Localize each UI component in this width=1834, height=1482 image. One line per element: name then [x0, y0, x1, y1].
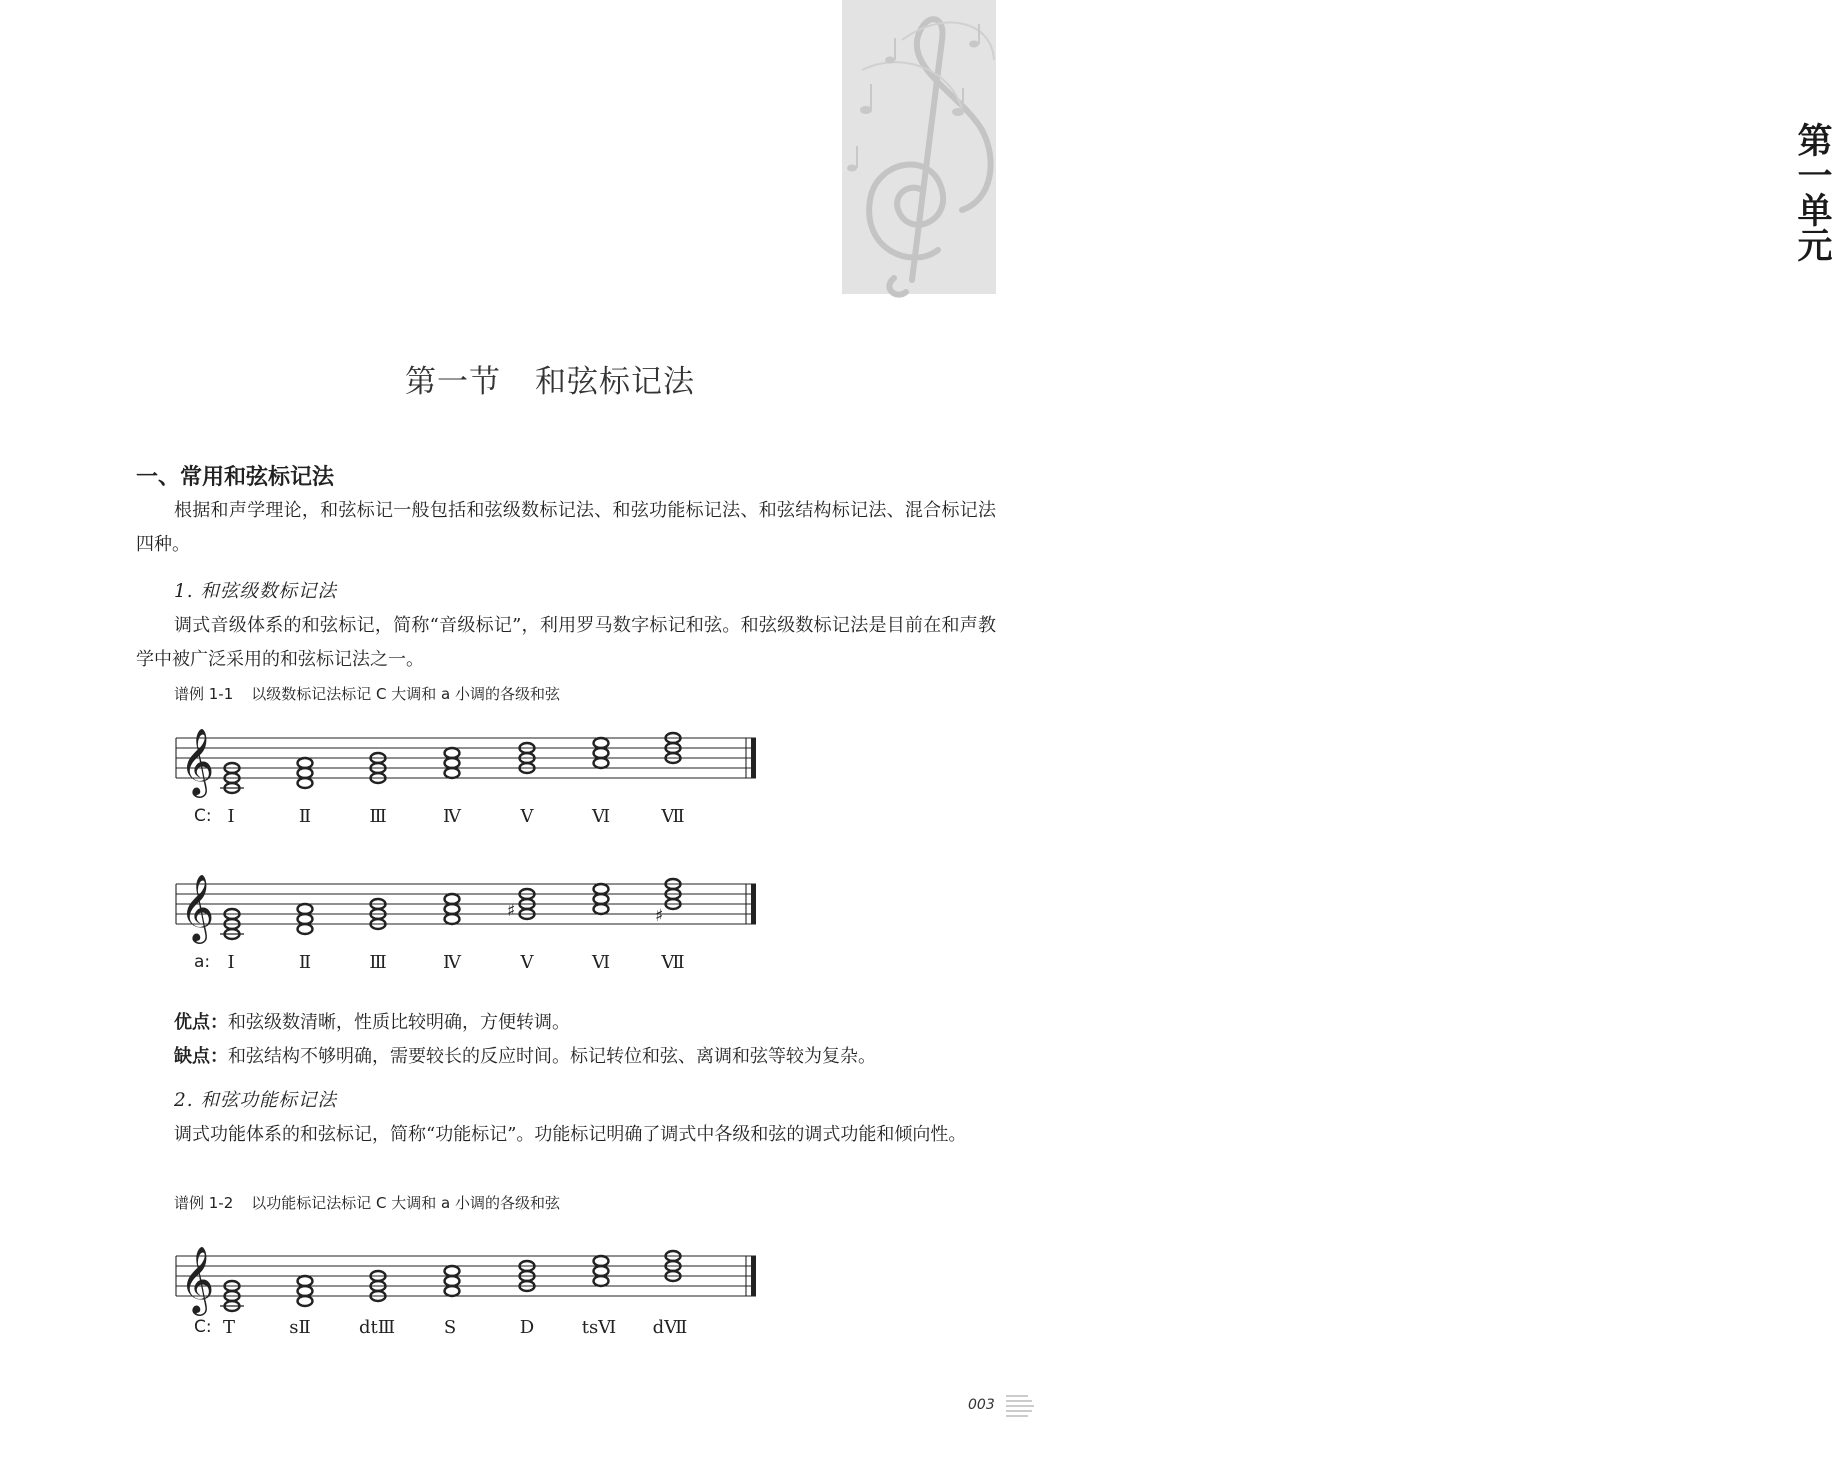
treble-clef-icon: 𝄞 — [180, 1245, 215, 1313]
section-title — [0, 356, 1100, 401]
function-label: tsⅥ — [581, 1317, 617, 1338]
note-head — [298, 924, 313, 934]
chord-label: Ⅲ — [369, 806, 387, 827]
note-head — [445, 768, 460, 778]
note-head — [445, 1266, 460, 1276]
chord-label: Ⅶ — [661, 806, 685, 827]
note-head — [445, 758, 460, 768]
note-head — [594, 1256, 609, 1266]
note-head — [445, 1286, 460, 1296]
note-head — [298, 1296, 313, 1306]
heading-common-notation: 一、常用和弦标记法 — [136, 465, 335, 490]
key-label-a: a: — [194, 952, 211, 972]
note-head — [298, 1286, 313, 1296]
chord-label: Ⅳ — [443, 952, 461, 973]
section-name: 和弦标记法 — [535, 364, 695, 400]
chord-label: Ⅶ — [661, 952, 685, 973]
example-label: 谱例 1-1 — [174, 685, 234, 703]
example-1-1-caption — [174, 683, 560, 704]
key-label-c: C: — [194, 806, 212, 826]
degree-notation-paragraph: 调式音级体系的和弦标记，简称“音级标记”，利用罗马数字标记和弦。和弦级数标记法是目前在和声教学中被广泛采用的和弦标记法之一。 — [136, 615, 996, 670]
unit-tab — [842, 0, 1832, 294]
cons-line — [174, 1042, 876, 1068]
function-label: T — [222, 1317, 236, 1338]
function-label: D — [519, 1317, 535, 1338]
chord-label: Ⅴ — [520, 806, 534, 827]
page-number: 003 — [968, 1397, 995, 1413]
note-head — [445, 894, 460, 904]
chord-label: Ⅱ — [298, 952, 312, 973]
function-notation-paragraph: 调式功能体系的和弦标记，简称“功能标记”。功能标记明确了调式中各级和弦的调式功能和倾向性。 — [174, 1124, 967, 1145]
treble-clef-icon: 𝄞 — [180, 873, 215, 941]
sharp-icon: ♯ — [507, 901, 516, 921]
note-head — [445, 914, 460, 924]
chord-label: Ⅵ — [591, 952, 611, 973]
staff-a-minor — [0, 864, 1100, 954]
chord-group — [220, 1251, 681, 1311]
chord-label: Ⅴ — [520, 952, 534, 973]
note-head — [594, 894, 609, 904]
note-head — [298, 914, 313, 924]
note-head — [298, 768, 313, 778]
note-head — [445, 748, 460, 758]
final-barline — [751, 884, 756, 924]
chord-label: Ⅲ — [369, 952, 387, 973]
function-label: S — [443, 1317, 457, 1338]
subheading-degree-notation: 1. 和弦级数标记法 — [174, 581, 338, 602]
chord-label: Ⅵ — [591, 806, 611, 827]
final-barline — [751, 738, 756, 778]
note-head — [594, 748, 609, 758]
pros-text: 和弦级数清晰，性质比较明确，方便转调。 — [228, 1012, 570, 1033]
final-barline — [751, 1256, 756, 1296]
subheading-function-notation: 2. 和弦功能标记法 — [174, 1090, 338, 1111]
function-label: dⅦ — [652, 1317, 688, 1338]
note-head — [594, 1276, 609, 1286]
example-label: 谱例 1-2 — [174, 1194, 234, 1212]
chord-label: Ⅱ — [298, 806, 312, 827]
treble-clef-icon: 𝄞 — [180, 727, 215, 795]
treble-clef-decoration-icon — [842, 0, 996, 294]
staff-c-major-functions — [0, 1236, 1100, 1326]
cons-label: 缺点： — [174, 1046, 228, 1067]
example-caption-text: 以级数标记法标记 C 大调和 a 小调的各级和弦 — [251, 685, 561, 703]
note-head — [298, 758, 313, 768]
note-head — [594, 1266, 609, 1276]
chord-label: Ⅰ — [227, 806, 235, 827]
note-head — [298, 1276, 313, 1286]
note-head — [298, 778, 313, 788]
note-head — [594, 884, 609, 894]
pros-label: 优点： — [174, 1012, 228, 1033]
note-head — [594, 738, 609, 748]
chord-label: Ⅳ — [443, 806, 461, 827]
intro-paragraph: 根据和声学理论，和弦标记一般包括和弦级数标记法、和弦功能标记法、和弦结构标记法、混合标记法四种。 — [136, 500, 996, 555]
staff-c-major — [0, 718, 1100, 808]
section-number: 第一节 — [405, 364, 501, 400]
note-head — [445, 1276, 460, 1286]
page-lines-icon — [1004, 1394, 1036, 1420]
function-label: dtⅢ — [358, 1317, 396, 1338]
note-head — [298, 904, 313, 914]
cons-text: 和弦结构不够明确，需要较长的反应时间。标记转位和弦、离调和弦等较为复杂。 — [228, 1046, 876, 1067]
chord-group — [220, 879, 681, 939]
key-label-c-functions: C: — [194, 1317, 212, 1337]
pros-line — [174, 1008, 570, 1034]
example-caption-text: 以功能标记法标记 C 大调和 a 小调的各级和弦 — [251, 1194, 561, 1212]
note-head — [594, 904, 609, 914]
function-label: sⅡ — [289, 1317, 311, 1338]
note-head — [594, 758, 609, 768]
example-1-2-caption — [174, 1192, 560, 1213]
unit-title: 第一单元 — [1792, 122, 1832, 262]
note-head — [445, 904, 460, 914]
chord-label: Ⅰ — [227, 952, 235, 973]
sharp-icon: ♯ — [655, 906, 664, 926]
chord-group — [220, 733, 681, 793]
